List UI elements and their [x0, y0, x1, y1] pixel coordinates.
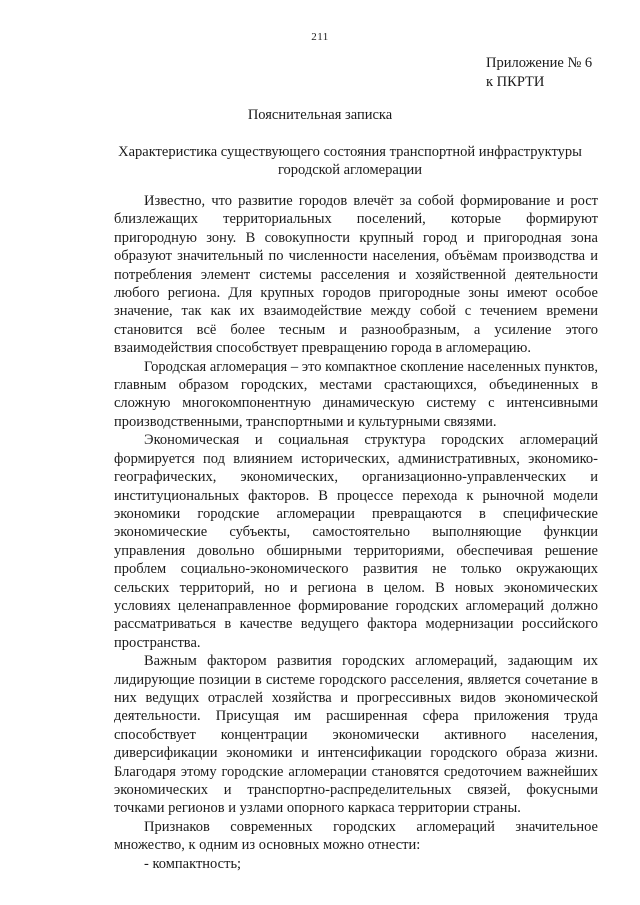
appendix-number: Приложение № 6	[486, 55, 593, 71]
paragraph: Экономическая и социальная структура городских агломераций формируется под влиянием исторических, административных, экономико-географических, экономических, организационно-управленческих и институциональных факторов. В процессе перехода к рыночной модели экономики городские агломерации превращаются в специфические экономические субъекты, самостоятельно выполняющие функции управления довольно обширными территориями, обеспечивая решение проблем социально-экономического развития не только окружающих сельских территорий, но и региона в целом. В новых экономических условиях целенаправленное формирование городских агломераций должно рассматриваться в качестве ведущего фактора модернизации российского пространства.	[114, 432, 598, 651]
appendix-label	[486, 54, 592, 92]
document-title: Пояснительная записка	[247, 107, 393, 123]
appendix-reference: к ПКРТИ	[486, 74, 545, 90]
document-subtitle: Характеристика существующего состояния транспортной инфраструктуры городской агломерации	[118, 144, 582, 178]
body-text	[114, 192, 598, 873]
paragraph: Городская агломерация – это компактное скопление населенных пунктов, главным образом городских, местами срастающихся, объединенных в сложную многокомпонентную динамическую систему с интенсивными производственными, транспортными и культурными связями.	[114, 358, 598, 430]
paragraph: Важным фактором развития городских агломераций, задающим их лидирующие позиции в системе городского расселения, является сочетание в них ведущих отраслей хозяйства и прогрессивных видов экономической деятельности. Присущая им расширенная сфера приложения труда способствует концентрации экономически активного населения, диверсификации экономики и интенсификации городского образа жизни. Благодаря этому городские агломерации становятся средоточием важнейших экономических и транспортно-распределительных связей, фокусными точками регионов и узлами опорного каркаса территории страны.	[114, 653, 598, 817]
page-number: 211	[311, 31, 329, 43]
list-item: - компактность;	[144, 855, 242, 872]
paragraph: Признаков современных городских агломераций значительное множество, к одним из основных можно отнести:	[114, 818, 598, 854]
paragraph: Известно, что развитие городов влечёт за собой формирование и рост близлежащих территориальных поселений, которые формируют пригородную зону. В совокупности крупный город и пригородная зона образуют значительный по численности населения, объёмам производства и потребления элемент системы расселения и хозяйственной деятельности любого региона. Для крупных городов пригородные зоны имеют особое значение, так как их взаимодействие между собой с течением времени становится всё более тесным и разнообразным, а усиление этого взаимодействия способствует превращению города в агломерацию.	[114, 193, 598, 357]
